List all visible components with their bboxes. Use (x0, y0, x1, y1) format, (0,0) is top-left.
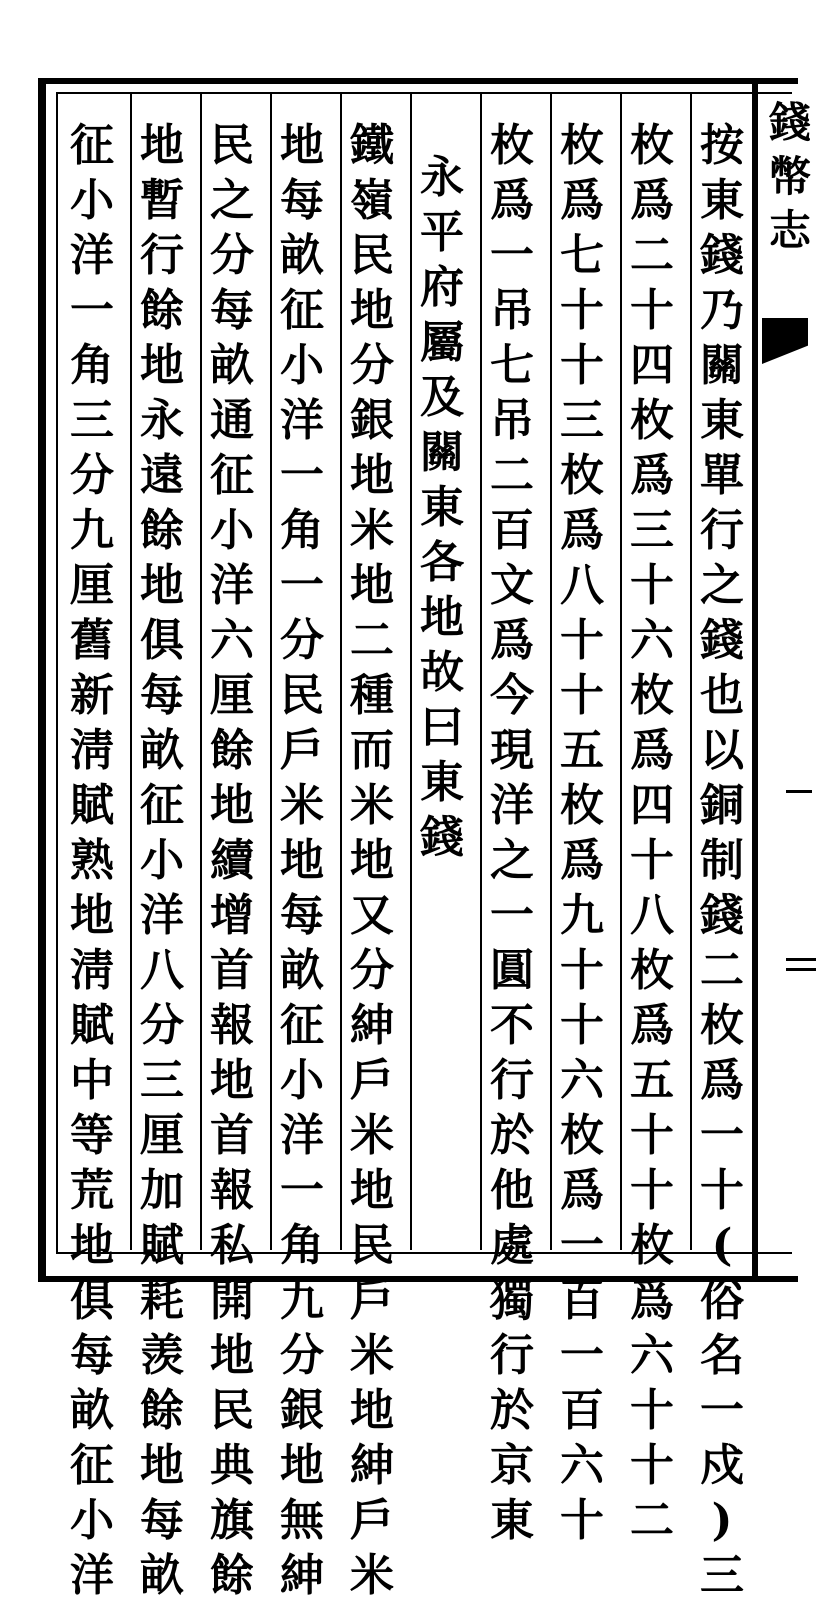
glyph: 畝 (70, 1385, 114, 1436)
glyph: 名 (700, 1330, 744, 1381)
glyph: 戶 (350, 1275, 394, 1326)
glyph: 不 (490, 1000, 534, 1051)
glyph: 單 (700, 450, 744, 501)
glyph: 種 (350, 670, 394, 721)
glyph: 首 (210, 945, 254, 996)
glyph: 民 (210, 1385, 254, 1436)
glyph: 地 (350, 835, 394, 886)
glyph: 畝 (280, 230, 324, 281)
glyph: 九 (280, 1275, 324, 1326)
glyph: 關 (420, 427, 464, 478)
glyph: 民 (350, 230, 394, 281)
glyph: 府 (420, 262, 464, 313)
glyph: 爲 (560, 1165, 604, 1216)
glyph: 枚 (630, 945, 674, 996)
glyph: 每 (280, 175, 324, 226)
glyph: 戶 (280, 725, 324, 776)
glyph: 每 (140, 670, 184, 721)
glyph: 厘 (210, 670, 254, 721)
glyph: 畝 (210, 340, 254, 391)
glyph: 一 (560, 1220, 604, 1271)
glyph: 賦 (70, 1000, 114, 1051)
glyph: 地 (140, 1440, 184, 1491)
glyph: 餘 (140, 285, 184, 336)
glyph: 餘 (210, 725, 254, 776)
text-column-8 (200, 118, 264, 1603)
glyph: 民 (280, 670, 324, 721)
glyph: 洋 (280, 395, 324, 446)
glyph: 民 (350, 1220, 394, 1271)
glyph: 二 (350, 615, 394, 666)
glyph: 每 (280, 890, 324, 941)
glyph: 銅 (700, 780, 744, 831)
glyph: 畝 (140, 1550, 184, 1601)
glyph: 新 (70, 670, 114, 721)
glyph: 關 (700, 340, 744, 391)
glyph: 東 (420, 757, 464, 808)
glyph: 無 (280, 1495, 324, 1546)
glyph: 枚 (630, 670, 674, 721)
glyph: 羡 (140, 1330, 184, 1381)
text-column-1 (690, 118, 754, 1603)
glyph: 錢 (700, 615, 744, 666)
glyph: 角 (280, 505, 324, 556)
glyph: 地 (140, 560, 184, 611)
glyph: 戶 (350, 1055, 394, 1106)
glyph: 俗 (700, 1275, 744, 1326)
glyph: 平 (420, 207, 464, 258)
glyph: 地 (350, 560, 394, 611)
glyph: 之 (700, 560, 744, 611)
glyph: 地 (350, 450, 394, 501)
glyph: 鐵 (350, 120, 394, 171)
glyph: 旗 (210, 1495, 254, 1546)
glyph: 之 (490, 835, 534, 886)
glyph: 銀 (280, 1385, 324, 1436)
glyph: 分 (280, 615, 324, 666)
glyph: 也 (700, 670, 744, 721)
text-column-5 (410, 150, 474, 865)
glyph: 征 (210, 450, 254, 501)
glyph: 百 (560, 1385, 604, 1436)
glyph: 三 (700, 1550, 744, 1601)
glyph: 加 (140, 1165, 184, 1216)
glyph: 枚 (630, 120, 674, 171)
glyph: 永 (420, 152, 464, 203)
glyph: 三 (630, 505, 674, 556)
glyph: 分 (280, 1330, 324, 1381)
glyph: 三 (140, 1055, 184, 1106)
glyph: 幣 (768, 152, 811, 201)
glyph: 地 (210, 1330, 254, 1381)
glyph: 報 (210, 1165, 254, 1216)
glyph: 十 (630, 1165, 674, 1216)
glyph: 十 (560, 1000, 604, 1051)
glyph: 三 (70, 395, 114, 446)
glyph: 餘 (140, 505, 184, 556)
glyph: 屬 (420, 317, 464, 368)
glyph: 地 (210, 1055, 254, 1106)
glyph: 耗 (140, 1275, 184, 1326)
glyph: 分 (140, 1000, 184, 1051)
glyph: 地 (350, 1165, 394, 1216)
glyph: ) (711, 1495, 733, 1546)
glyph: 私 (210, 1220, 254, 1271)
glyph: 一 (490, 230, 534, 281)
glyph: 米 (280, 780, 324, 831)
glyph: 征 (70, 120, 114, 171)
glyph: 洋 (70, 230, 114, 281)
glyph: 十 (560, 945, 604, 996)
text-column-10 (60, 118, 124, 1603)
glyph: 地 (280, 1440, 324, 1491)
glyph: 行 (140, 230, 184, 281)
glyph: 八 (560, 560, 604, 611)
glyph: 淸 (70, 725, 114, 776)
glyph: 百 (490, 505, 534, 556)
glyph: 枚 (560, 1110, 604, 1161)
glyph: 荒 (70, 1165, 114, 1216)
glyph: 暫 (140, 175, 184, 226)
glyph: 米 (350, 1550, 394, 1601)
glyph: 九 (70, 505, 114, 556)
glyph: 地 (140, 120, 184, 171)
glyph: 賦 (70, 780, 114, 831)
glyph: 典 (210, 1440, 254, 1491)
glyph: 東 (420, 482, 464, 533)
glyph: 四 (630, 340, 674, 391)
glyph: 增 (210, 890, 254, 941)
glyph: 地 (210, 780, 254, 831)
glyph: 二 (490, 450, 534, 501)
glyph: 三 (560, 395, 604, 446)
glyph: 小 (280, 340, 324, 391)
glyph: 洋 (70, 1550, 114, 1601)
glyph: 制 (700, 835, 744, 886)
glyph: 洋 (490, 780, 534, 831)
glyph: 地 (280, 120, 324, 171)
glyph: 京 (490, 1440, 534, 1491)
glyph: 吊 (490, 395, 534, 446)
glyph: 十 (630, 1110, 674, 1161)
glyph: 一 (280, 560, 324, 611)
glyph: 俱 (70, 1275, 114, 1326)
glyph: 銀 (350, 395, 394, 446)
glyph: 厘 (140, 1110, 184, 1161)
glyph: 洋 (280, 1110, 324, 1161)
glyph: 續 (210, 835, 254, 886)
glyph: 二 (630, 230, 674, 281)
glyph: 爲 (490, 615, 534, 666)
glyph: 八 (630, 890, 674, 941)
glyph: 一 (280, 450, 324, 501)
glyph: 八 (140, 945, 184, 996)
glyph: 征 (280, 285, 324, 336)
glyph: 圓 (490, 945, 534, 996)
text-column-7 (270, 118, 334, 1603)
text-column-2 (620, 118, 684, 1548)
glyph: 爲 (630, 450, 674, 501)
glyph: 十 (560, 1495, 604, 1546)
margin-tick (786, 968, 816, 971)
glyph: 通 (210, 395, 254, 446)
glyph: 百 (560, 1275, 604, 1326)
glyph: 十 (700, 1165, 744, 1216)
glyph: 征 (140, 780, 184, 831)
glyph: 四 (630, 780, 674, 831)
glyph: 枚 (700, 1000, 744, 1051)
glyph: 永 (140, 395, 184, 446)
glyph: 小 (280, 1055, 324, 1106)
glyph: 小 (70, 1495, 114, 1546)
glyph: 征 (70, 1440, 114, 1491)
glyph: 行 (490, 1055, 534, 1106)
glyph: 枚 (630, 1220, 674, 1271)
glyph: 小 (140, 835, 184, 886)
glyph: 等 (70, 1110, 114, 1161)
margin-tick (786, 958, 816, 961)
glyph: 以 (700, 725, 744, 776)
glyph: 六 (630, 1330, 674, 1381)
glyph: 十 (560, 670, 604, 721)
glyph: 賦 (140, 1220, 184, 1271)
glyph: 行 (490, 1330, 534, 1381)
glyph: 厘 (70, 560, 114, 611)
glyph: 十 (560, 285, 604, 336)
glyph: 熟 (70, 835, 114, 886)
glyph: 按 (700, 120, 744, 171)
glyph: 爲 (560, 835, 604, 886)
glyph: 二 (630, 1495, 674, 1546)
glyph: 六 (560, 1055, 604, 1106)
glyph: 爲 (560, 175, 604, 226)
glyph: 錢 (768, 98, 811, 147)
glyph: 十 (560, 615, 604, 666)
glyph: 嶺 (350, 175, 394, 226)
glyph: 一 (70, 285, 114, 336)
glyph: 餘 (140, 1385, 184, 1436)
glyph: 一 (700, 1110, 744, 1161)
glyph: 每 (140, 1495, 184, 1546)
glyph: 角 (70, 340, 114, 391)
glyph: 五 (630, 1055, 674, 1106)
glyph: 爲 (630, 175, 674, 226)
glyph: 米 (350, 780, 394, 831)
glyph: 一 (280, 1165, 324, 1216)
glyph: 分 (350, 340, 394, 391)
glyph: 爲 (630, 725, 674, 776)
glyph: 於 (490, 1110, 534, 1161)
glyph: 而 (350, 725, 394, 776)
glyph: 於 (490, 1385, 534, 1436)
glyph: 一 (700, 1385, 744, 1436)
glyph: 小 (70, 175, 114, 226)
glyph: 十 (630, 835, 674, 886)
glyph: 畝 (140, 725, 184, 776)
glyph: 爲 (630, 1000, 674, 1051)
running-head (762, 96, 818, 258)
glyph: 今 (490, 670, 534, 721)
glyph: 小 (210, 505, 254, 556)
text-column-4 (480, 118, 544, 1548)
glyph: 爲 (490, 175, 534, 226)
glyph: 故 (420, 647, 464, 698)
glyph: 六 (210, 615, 254, 666)
glyph: 爲 (700, 1055, 744, 1106)
glyph: 錢 (420, 812, 464, 863)
text-column-6 (340, 118, 404, 1603)
glyph: 洋 (210, 560, 254, 611)
glyph: 地 (140, 340, 184, 391)
glyph: 民 (210, 120, 254, 171)
glyph: 征 (280, 1000, 324, 1051)
glyph: 一 (560, 1330, 604, 1381)
glyph: 洋 (140, 890, 184, 941)
glyph: 六 (630, 615, 674, 666)
glyph: 紳 (280, 1550, 324, 1601)
glyph: 米 (350, 1330, 394, 1381)
glyph: 爲 (560, 505, 604, 556)
glyph: 地 (280, 835, 324, 886)
glyph: 戶 (350, 1495, 394, 1546)
glyph: 九 (560, 890, 604, 941)
glyph: 及 (420, 372, 464, 423)
glyph: 錢 (700, 890, 744, 941)
glyph: 東 (490, 1495, 534, 1546)
glyph: 戍 (700, 1440, 744, 1491)
glyph: 首 (210, 1110, 254, 1161)
glyph: 十 (630, 1440, 674, 1491)
glyph: 七 (560, 230, 604, 281)
glyph: 角 (280, 1220, 324, 1271)
glyph: ( (711, 1220, 733, 1271)
glyph: 獨 (490, 1275, 534, 1326)
glyph: 紳 (350, 1440, 394, 1491)
glyph: 分 (210, 230, 254, 281)
glyph: 行 (700, 505, 744, 556)
glyph: 遠 (140, 450, 184, 501)
glyph: 現 (490, 725, 534, 776)
glyph: 淸 (70, 945, 114, 996)
glyph: 六 (560, 1440, 604, 1491)
glyph: 乃 (700, 285, 744, 336)
glyph: 畝 (280, 945, 324, 996)
glyph: 地 (350, 1385, 394, 1436)
glyph: 東 (700, 175, 744, 226)
glyph: 餘 (210, 1550, 254, 1601)
glyph: 爲 (630, 1275, 674, 1326)
glyph: 十 (630, 285, 674, 336)
glyph: 地 (70, 1220, 114, 1271)
glyph: 米 (350, 1110, 394, 1161)
glyph: 又 (350, 890, 394, 941)
glyph: 錢 (700, 230, 744, 281)
glyph: 十 (630, 1385, 674, 1436)
text-column-3 (550, 118, 614, 1548)
glyph: 之 (210, 175, 254, 226)
glyph: 枚 (560, 120, 604, 171)
glyph: 米 (350, 505, 394, 556)
glyph: 十 (630, 560, 674, 611)
glyph: 二 (700, 945, 744, 996)
glyph: 東 (700, 395, 744, 446)
glyph: 枚 (560, 780, 604, 831)
glyph: 各 (420, 537, 464, 588)
glyph: 地 (350, 285, 394, 336)
glyph: 舊 (70, 615, 114, 666)
glyph: 枚 (490, 120, 534, 171)
glyph: 分 (70, 450, 114, 501)
glyph: 十 (560, 340, 604, 391)
margin-tick (786, 790, 812, 793)
glyph: 報 (210, 1000, 254, 1051)
text-column-9 (130, 118, 194, 1603)
glyph: 開 (210, 1275, 254, 1326)
glyph: 文 (490, 560, 534, 611)
glyph: 志 (768, 206, 811, 255)
glyph: 每 (70, 1330, 114, 1381)
glyph: 他 (490, 1165, 534, 1216)
glyph: 五 (560, 725, 604, 776)
glyph: 每 (210, 285, 254, 336)
glyph: 處 (490, 1220, 534, 1271)
glyph: 紳 (350, 1000, 394, 1051)
glyph: 枚 (630, 395, 674, 446)
glyph: 吊 (490, 285, 534, 336)
glyph: 中 (70, 1055, 114, 1106)
glyph: 地 (420, 592, 464, 643)
glyph: 枚 (560, 450, 604, 501)
glyph: 分 (350, 945, 394, 996)
glyph: 曰 (420, 702, 464, 753)
glyph: 一 (490, 890, 534, 941)
glyph: 俱 (140, 615, 184, 666)
glyph: 地 (70, 890, 114, 941)
glyph: 七 (490, 340, 534, 391)
